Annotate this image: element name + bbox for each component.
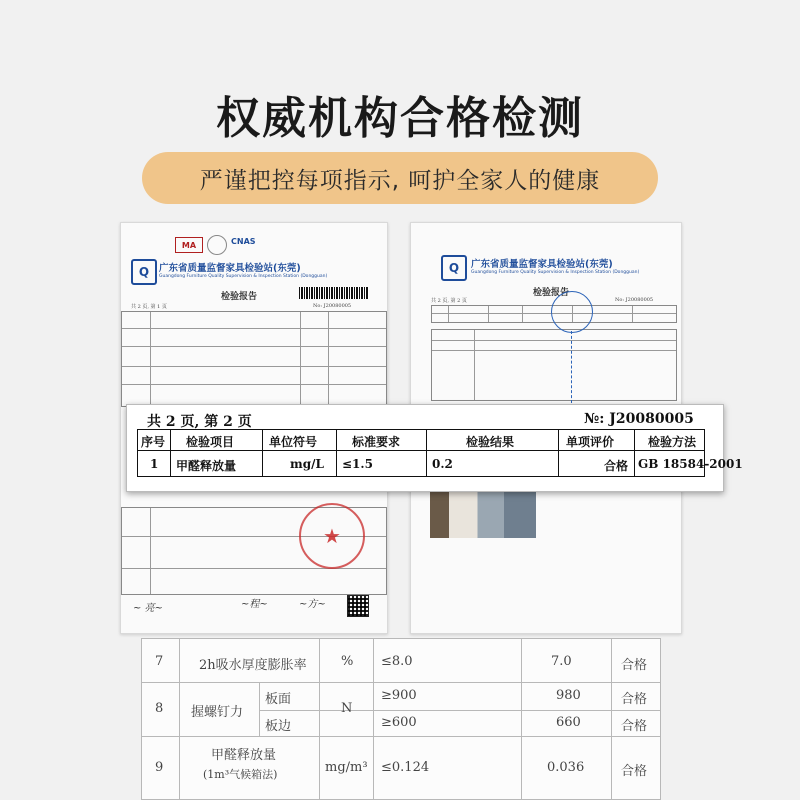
- magnified-result-strip: [126, 404, 743, 492]
- cnas-logo-icon: CNAS: [231, 237, 256, 246]
- zoom-page-label: 共 2 页, 第 2 页: [147, 414, 252, 430]
- institute-name: 广东省质量监督家具检验站(东莞): [159, 263, 301, 274]
- page-heading: 权威机构合格检测: [216, 93, 584, 144]
- institute-logo-icon: Q: [131, 259, 157, 285]
- row9-item-method: (1m³气候箱法): [203, 768, 278, 781]
- institute-name-en-2: Guangdong Furniture Quality Supervision & Inspection Station (Dongguan): [471, 270, 640, 275]
- row7-unit: %: [341, 654, 354, 669]
- qr-code-icon: [347, 595, 369, 617]
- signature-reviewer: ~程~: [241, 599, 268, 610]
- info-table: [121, 311, 387, 407]
- zoom-header-no: 序号: [141, 435, 166, 449]
- zoom-row-unit: mg/L: [290, 457, 324, 471]
- row7-no: 7: [155, 654, 164, 669]
- row8-sub1: 板面: [265, 692, 292, 707]
- institute-name-2: 广东省质量监督家具检验站(东莞): [471, 259, 613, 270]
- institute-name-en: Guangdong Furniture Quality Supervision & Inspection Station (Dongguan): [159, 274, 328, 279]
- subtitle-pill: [142, 152, 658, 204]
- zoom-row-result: 0.2: [432, 457, 453, 471]
- row9-result: 0.036: [547, 760, 585, 775]
- report-title: 检验报告: [221, 292, 258, 302]
- zoom-header-eval: 单项评价: [566, 435, 615, 449]
- row8-item: 握螺钉力: [191, 705, 244, 720]
- zoom-row-method: GB 18584-2001: [638, 457, 743, 471]
- zoom-row-eval: 合格: [604, 459, 629, 473]
- zoom-header-result: 检验结果: [466, 435, 515, 449]
- row7-eval: 合格: [621, 658, 648, 673]
- row9-eval: 合格: [621, 764, 648, 779]
- row9-unit: mg/m³: [325, 760, 368, 775]
- zoom-header-method: 检验方法: [648, 435, 697, 449]
- subtitle-text: 严谨把控每项指示, 呵护全家人的健康: [199, 167, 601, 194]
- report-number: No: J20080005: [313, 303, 352, 309]
- row8-unit: N: [341, 701, 353, 716]
- zoom-result-table: [137, 429, 743, 477]
- row7-req: ≤8.0: [381, 654, 413, 669]
- row9-req: ≤0.124: [381, 760, 430, 775]
- cma-mark-icon: MA: [175, 237, 203, 253]
- barcode-icon: [299, 287, 369, 299]
- highlight-connector: [571, 331, 572, 403]
- row8-eval2: 合格: [621, 719, 648, 734]
- row7-result: 7.0: [551, 654, 572, 669]
- row8-result1: 980: [556, 688, 581, 703]
- page-label-2: 共 2 页, 第 2 页: [431, 298, 467, 304]
- sample-photo: [430, 488, 536, 538]
- report-title-2: 检验报告: [533, 288, 570, 298]
- test-results-table: [141, 638, 661, 800]
- zoom-header-unit: 单位符号: [269, 435, 318, 449]
- row8-result2: 660: [556, 715, 581, 730]
- zoom-row-req: ≤1.5: [342, 457, 373, 471]
- zoom-report-number: №: J20080005: [584, 411, 694, 427]
- row8-sub2: 板边: [265, 719, 292, 734]
- row8-no: 8: [155, 701, 164, 716]
- zoom-header-item: 检验项目: [186, 435, 235, 449]
- zoom-header-req: 标准要求: [352, 435, 401, 449]
- row9-no: 9: [155, 760, 164, 775]
- signature-inspector: ~方~: [299, 599, 326, 610]
- highlight-circle: [551, 291, 593, 333]
- signature-approver: ~ 亮~: [133, 603, 163, 614]
- ilac-badge-icon: [207, 235, 227, 255]
- report-number-2: No: J20080005: [615, 297, 654, 303]
- row8-eval1: 合格: [621, 692, 648, 707]
- row8-req1: ≥900: [381, 688, 417, 703]
- row9-item: 甲醛释放量: [211, 748, 277, 763]
- zoom-row-no: 1: [150, 457, 159, 471]
- notes-table: [431, 329, 677, 401]
- institute-logo-icon-2: Q: [441, 255, 467, 281]
- row8-req2: ≥600: [381, 715, 417, 730]
- zoom-row-item: 甲醛释放量: [176, 459, 237, 473]
- row7-item: 2h吸水厚度膨胀率: [199, 658, 307, 673]
- page-label: 共 2 页, 第 1 页: [131, 304, 167, 310]
- official-seal-icon: ★: [299, 503, 365, 569]
